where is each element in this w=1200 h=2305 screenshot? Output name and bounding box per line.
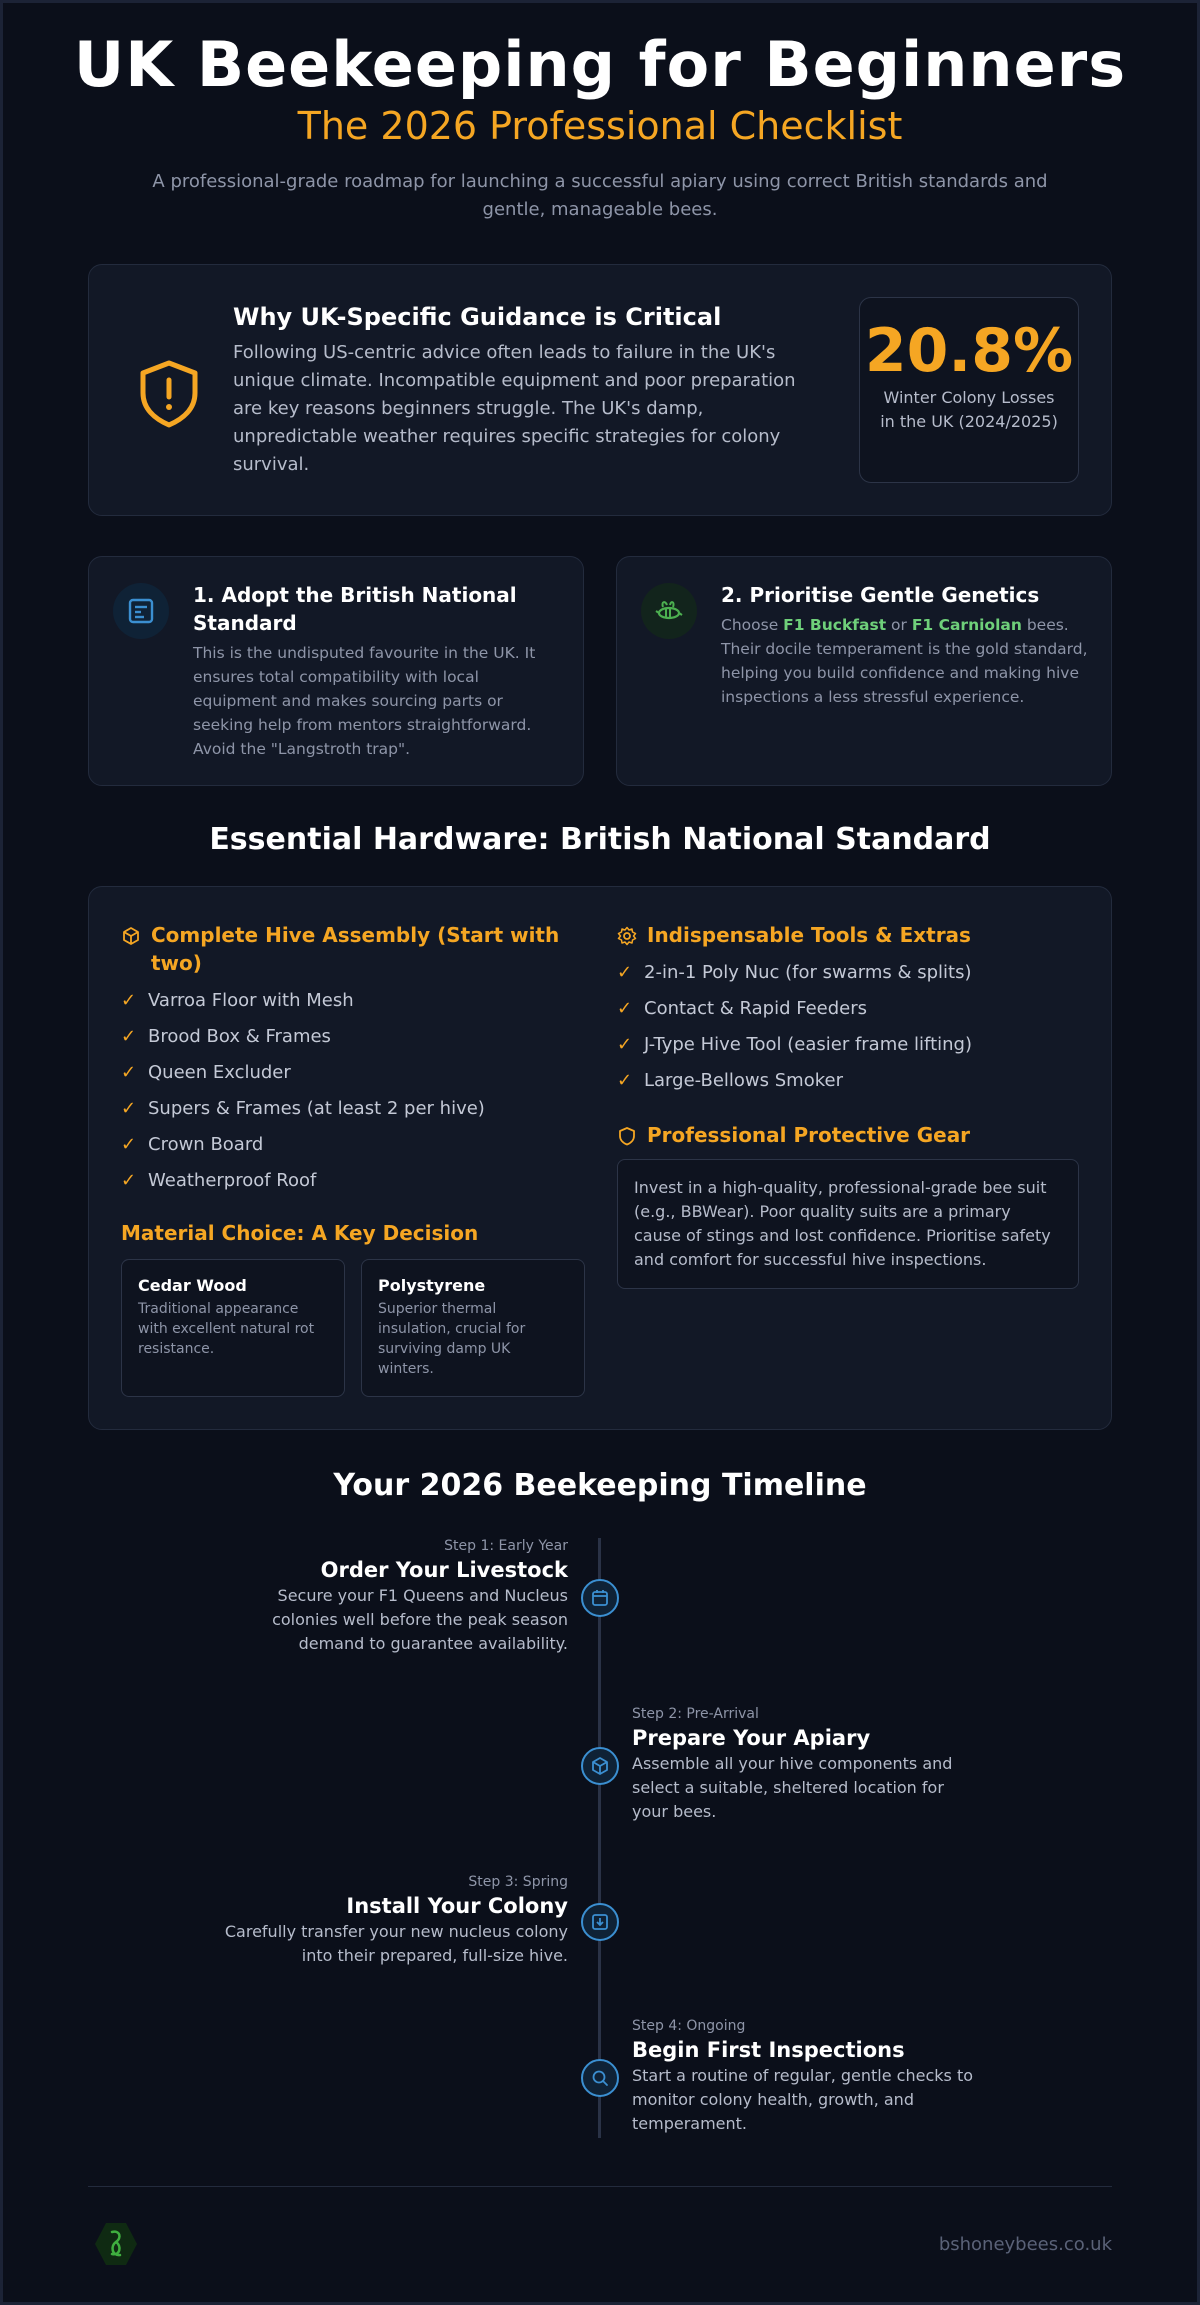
step-desc: Assemble all your hive components and select a suitable, sheltered location for your bees. (632, 1754, 953, 1821)
tools-heading (617, 921, 1087, 949)
stat-value: 20.8% (864, 316, 1074, 386)
tools-checklist (617, 955, 1087, 1099)
check-icon: ✓ (617, 962, 633, 983)
step-label: Step 2: Pre-Arrival (632, 1706, 759, 1722)
step-title: Prepare Your Apiary (632, 1726, 871, 1750)
step-desc: Secure your F1 Queens and Nucleus colonies well before the peak season demand to guarantee availability. (272, 1586, 568, 1653)
why-body: Following US-centric advice often leads to failure in the UK's unique climate. Incompatible equipment and poor preparation are key reasons beginners struggle. The UK's damp, unpredictable weather requires specific strategies for colony survival. (233, 342, 796, 475)
check-icon: ✓ (121, 1098, 137, 1119)
why-card (88, 264, 1112, 516)
why-title: Why UK-Specific Guidance is Critical (233, 303, 722, 331)
hive-checklist (121, 983, 571, 1199)
standard-text (193, 581, 563, 761)
standard-body: This is the undisputed favourite in the UK. It ensures total compatibility with local equipment and makes sourcing parts or seeking help from mentors straightforward. Avoid the "Langstroth trap". (193, 644, 536, 758)
genetics-highlight-buckfast: F1 Buckfast (783, 616, 887, 634)
genetics-body-pre: Choose (721, 616, 784, 634)
step-title: Order Your Livestock (320, 1558, 568, 1582)
standard-card (88, 556, 584, 786)
check-icon: ✓ (121, 1134, 137, 1155)
calendar-icon (581, 1579, 619, 1617)
list-item: ✓ Large-Bellows Smoker (617, 1063, 1087, 1099)
gear-box: Invest in a high-quality, professional-grade bee suit (e.g., BBWear). Poor quality suits are a primary cause of stings and lost confidence. Prioritise safety and comfort for successful hive inspections. (617, 1159, 1079, 1289)
footer-divider (88, 2186, 1112, 2187)
genetics-text (721, 581, 1091, 709)
timeline-step-2 (632, 1704, 982, 1824)
timeline-step-3 (218, 1872, 568, 1968)
page-subtitle: The 2026 Professional Checklist (297, 104, 903, 148)
hardware-section-title: Essential Hardware: British National Standard (209, 822, 991, 857)
genetics-highlight-carniolan: F1 Carniolan (911, 616, 1022, 634)
shield-icon (617, 1126, 637, 1146)
step-desc: Start a routine of regular, gentle checks to monitor colony health, growth, and temperament. (632, 2066, 973, 2133)
genetics-body-post: bees. Their docile temperament is the gold standard, helping you build confidence and making hive inspections a less stressful experience. (721, 616, 1088, 706)
hardware-card (88, 886, 1112, 1430)
list-item: ✓ Varroa Floor with Mesh (121, 983, 571, 1019)
shield-alert-icon (129, 353, 209, 433)
document-icon (113, 583, 169, 639)
download-icon (581, 1903, 619, 1941)
material-title: Material Choice: A Key Decision (121, 1221, 479, 1245)
site-link[interactable]: bshoneybees.co.uk (938, 2234, 1112, 2255)
tools-column (617, 921, 1087, 1099)
step-label: Step 1: Early Year (444, 1538, 568, 1554)
step-title: Begin First Inspections (632, 2038, 905, 2062)
check-icon: ✓ (121, 990, 137, 1011)
check-icon: ✓ (617, 1034, 633, 1055)
tools-title: Indispensable Tools & Extras (647, 923, 971, 947)
why-text (233, 301, 803, 479)
page-header (0, 30, 1200, 224)
list-item: ✓ Weatherproof Roof (121, 1163, 571, 1199)
hive-title: Complete Hive Assembly (Start with two) (151, 923, 560, 975)
gear-title: Professional Protective Gear (647, 1123, 971, 1147)
step-label: Step 3: Spring (468, 1874, 568, 1890)
list-item: ✓ Crown Board (121, 1127, 571, 1163)
box-icon (581, 1747, 619, 1785)
list-item: ✓ Supers & Frames (at least 2 per hive) (121, 1091, 571, 1127)
stat-label: Winter Colony Losses in the UK (2024/2025) (880, 388, 1058, 431)
bee-icon (641, 583, 697, 639)
timeline-section-title: Your 2026 Beekeeping Timeline (333, 1468, 867, 1503)
genetics-title: 2. Prioritise Gentle Genetics (721, 583, 1040, 607)
material-name: Polystyrene (378, 1276, 486, 1295)
timeline-step-4 (632, 2016, 982, 2136)
list-item: ✓ 2-in-1 Poly Nuc (for swarms & splits) (617, 955, 1087, 991)
step-desc: Carefully transfer your new nucleus colony into their prepared, full-size hive. (224, 1922, 568, 1965)
page-intro: A professional-grade roadmap for launching a successful apiary using correct British standards and gentle, manageable bees. (152, 171, 1048, 220)
step-title: Install Your Colony (346, 1894, 568, 1918)
check-icon: ✓ (121, 1062, 137, 1083)
box-icon (121, 926, 141, 946)
list-item: ✓ Brood Box & Frames (121, 1019, 571, 1055)
stat-box (859, 297, 1079, 483)
genetics-body (721, 613, 1091, 709)
genetics-body-mid: or (886, 616, 912, 634)
hive-heading (121, 921, 571, 977)
logo-icon (92, 2220, 140, 2268)
check-icon: ✓ (121, 1026, 137, 1047)
standard-title: 1. Adopt the British National Standard (193, 583, 517, 635)
list-item: ✓ J-Type Hive Tool (easier frame lifting) (617, 1027, 1087, 1063)
material-name: Cedar Wood (138, 1276, 247, 1295)
list-item: ✓ Queen Excluder (121, 1055, 571, 1091)
check-icon: ✓ (617, 1070, 633, 1091)
material-cedar (121, 1259, 345, 1397)
material-desc: Traditional appearance with excellent natural rot resistance. (138, 1301, 315, 1357)
gear-icon (617, 926, 637, 946)
page-title: UK Beekeeping for Beginners (73, 28, 1127, 101)
gear-heading (617, 1121, 970, 1149)
timeline-line (598, 1538, 601, 2138)
step-label: Step 4: Ongoing (632, 2018, 746, 2034)
check-icon: ✓ (617, 998, 633, 1019)
list-item: ✓ Contact & Rapid Feeders (617, 991, 1087, 1027)
search-icon (581, 2059, 619, 2097)
hive-column (121, 921, 571, 1199)
timeline-step-1 (218, 1536, 568, 1656)
material-polystyrene (361, 1259, 585, 1397)
genetics-card (616, 556, 1112, 786)
material-desc: Superior thermal insulation, crucial for surviving damp UK winters. (378, 1301, 526, 1377)
check-icon: ✓ (121, 1170, 137, 1191)
